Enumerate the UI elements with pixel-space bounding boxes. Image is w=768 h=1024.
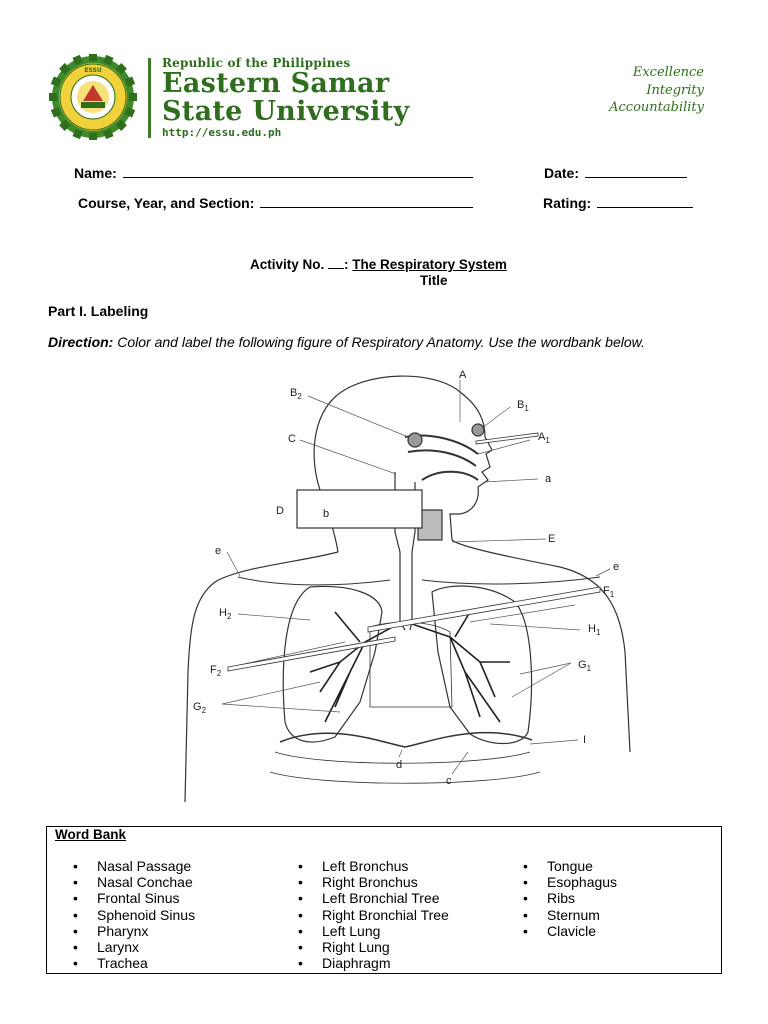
date-blank[interactable] bbox=[585, 164, 687, 178]
label-A1-sub: 1 bbox=[545, 436, 550, 445]
rating-field bbox=[543, 194, 693, 211]
label-F1-main: F bbox=[603, 585, 610, 597]
word-bank-column-2 bbox=[298, 858, 449, 971]
label-G1 bbox=[578, 659, 592, 673]
label-H2-sub: 2 bbox=[226, 612, 232, 621]
respiratory-figure bbox=[160, 362, 640, 802]
label-B1-sub: 1 bbox=[524, 404, 529, 413]
course-field bbox=[78, 194, 473, 211]
brand-block bbox=[162, 56, 409, 139]
word-bank-column-3 bbox=[523, 858, 617, 939]
motto-accountability: Accountability bbox=[609, 100, 704, 115]
label-e-left: e bbox=[215, 545, 222, 557]
word-bank-column-1 bbox=[73, 858, 195, 971]
activity-title: The Respiratory System bbox=[352, 257, 507, 272]
label-G1-sub: 1 bbox=[586, 664, 592, 673]
word-bank-item: • Tongue bbox=[523, 858, 617, 874]
label-H1 bbox=[588, 623, 601, 637]
word-bank-item: • Sternum bbox=[523, 907, 617, 923]
label-e-right: e bbox=[613, 561, 620, 573]
left-bronchus bbox=[412, 612, 510, 722]
word-bank-item: • Right Bronchial Tree bbox=[298, 907, 449, 923]
label-b: b bbox=[323, 508, 330, 520]
rating-label: Rating: bbox=[543, 195, 592, 211]
rating-blank[interactable] bbox=[597, 194, 693, 208]
box-d bbox=[297, 490, 422, 528]
label-c: c bbox=[446, 775, 452, 787]
svg-text:ESSU: ESSU bbox=[84, 67, 102, 74]
label-A1-main: A bbox=[538, 431, 546, 443]
torso-left bbox=[185, 552, 338, 802]
word-bank-item: • Left Bronchus bbox=[298, 858, 449, 874]
word-bank-item: • Right Lung bbox=[298, 939, 449, 955]
label-H2-main: H bbox=[219, 607, 227, 619]
label-A: A bbox=[459, 369, 467, 381]
torso-right bbox=[452, 540, 630, 752]
university-name-line2: State University bbox=[162, 96, 410, 127]
tongue bbox=[422, 472, 478, 480]
word-bank-item: • Trachea bbox=[73, 955, 195, 971]
label-B2-main: B bbox=[290, 387, 298, 399]
label-G2-main: G bbox=[193, 701, 202, 713]
word-bank-item: • Nasal Conchae bbox=[73, 874, 195, 890]
label-F1 bbox=[603, 585, 615, 599]
label-C: C bbox=[288, 433, 296, 445]
clavicle-right bbox=[422, 577, 600, 584]
heart-region bbox=[370, 622, 452, 707]
direction-line bbox=[48, 334, 645, 350]
motto-excellence: Excellence bbox=[632, 65, 704, 80]
name-label: Name: bbox=[74, 165, 117, 181]
word-bank-item: • Frontal Sinus bbox=[73, 890, 195, 906]
word-bank-item: • Left Lung bbox=[298, 923, 449, 939]
label-G1-main: G bbox=[578, 659, 587, 671]
activity-colon: : bbox=[344, 257, 349, 272]
word-bank-item: • Pharynx bbox=[73, 923, 195, 939]
label-a: a bbox=[545, 473, 552, 485]
label-E: E bbox=[548, 533, 556, 545]
label-A1 bbox=[538, 431, 550, 445]
activity-prefix: Activity No. bbox=[250, 257, 325, 272]
label-I: I bbox=[583, 734, 587, 746]
motto-integrity: Integrity bbox=[646, 82, 704, 98]
activity-heading bbox=[250, 257, 507, 272]
name-field bbox=[74, 164, 473, 181]
label-H1-sub: 1 bbox=[595, 628, 601, 637]
word-bank-item: • Nasal Passage bbox=[73, 858, 195, 874]
label-F2-sub: 2 bbox=[216, 669, 222, 678]
label-d: d bbox=[396, 759, 403, 771]
label-B2-sub: 2 bbox=[297, 392, 302, 401]
activity-number-blank[interactable] bbox=[328, 257, 344, 269]
label-H2 bbox=[219, 607, 232, 621]
word-bank-item: • Larynx bbox=[73, 939, 195, 955]
university-name-line1: Eastern Samar bbox=[162, 68, 390, 99]
label-B2 bbox=[290, 387, 302, 401]
name-blank[interactable] bbox=[123, 164, 473, 178]
label-G2-sub: 2 bbox=[201, 706, 207, 715]
clavicle-left bbox=[238, 577, 390, 585]
label-B1-main: B bbox=[517, 399, 525, 411]
pointer-f1 bbox=[368, 587, 600, 632]
word-bank-item: • Clavicle bbox=[523, 923, 617, 939]
course-blank[interactable] bbox=[260, 194, 473, 208]
label-H1-main: H bbox=[588, 623, 596, 635]
word-bank-item: • Right Bronchus bbox=[298, 874, 449, 890]
header-divider bbox=[148, 58, 151, 138]
word-bank-item: • Esophagus bbox=[523, 874, 617, 890]
word-bank-item: • Diaphragm bbox=[298, 955, 449, 971]
word-bank-item: • Left Bronchial Tree bbox=[298, 890, 449, 906]
direction-text: Color and label the following figure of Respiratory Anatomy. Use the wordbank below. bbox=[117, 334, 645, 350]
word-bank-item: • Sphenoid Sinus bbox=[73, 907, 195, 923]
word-bank-title: Word Bank bbox=[55, 827, 127, 842]
label-F2-main: F bbox=[210, 664, 217, 676]
word-bank bbox=[46, 826, 722, 974]
label-F2 bbox=[210, 664, 222, 678]
course-label: Course, Year, and Section: bbox=[78, 195, 255, 211]
title-caption: Title bbox=[420, 273, 448, 288]
motto-block bbox=[609, 64, 704, 117]
label-B1 bbox=[517, 399, 529, 413]
label-F1-sub: 1 bbox=[609, 590, 615, 599]
university-header bbox=[44, 54, 724, 144]
diaphragm bbox=[280, 733, 532, 747]
respiratory-diagram bbox=[160, 362, 640, 802]
label-D: D bbox=[276, 505, 284, 517]
part-heading: Part I. Labeling bbox=[48, 303, 149, 319]
republic-text: Republic of the Philippines bbox=[162, 56, 351, 70]
direction-label: Direction: bbox=[48, 334, 114, 350]
word-bank-item: • Ribs bbox=[523, 890, 617, 906]
university-seal-logo bbox=[44, 54, 142, 140]
date-label: Date: bbox=[544, 165, 580, 181]
university-url: http://essu.edu.ph bbox=[162, 126, 282, 139]
date-field bbox=[544, 164, 687, 181]
label-G2 bbox=[193, 701, 207, 715]
